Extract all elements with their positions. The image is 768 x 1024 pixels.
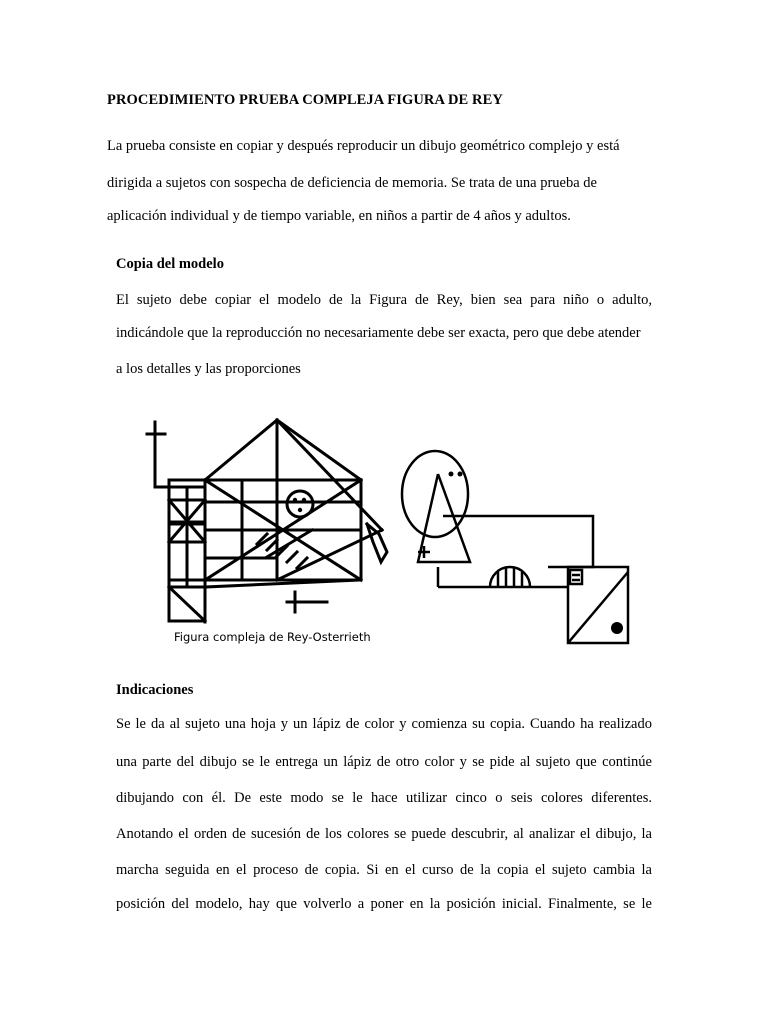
rey-figure-drawing [127,412,399,648]
indicaciones-line-3: dibujando con él. De este modo se le hace utilizar cinco o seis colores diferentes. [116,790,652,806]
section-heading-indicaciones: Indicaciones [116,682,194,698]
indicaciones-line-5: marcha seguida en el proceso de copia. Si en el curso de la copia el sujeto cambia la [116,862,652,878]
document-title: PROCEDIMIENTO PRUEBA COMPLEJA FIGURA DE REY [107,92,503,108]
intro-line-1: La prueba consiste en copiar y después reproducir un dibujo geométrico complejo y está [107,138,620,154]
copy-sketch-image [398,412,638,648]
intro-line-2: dirigida a sujetos con sospecha de deficiencia de memoria. Se trata de una prueba de [107,175,597,191]
indicaciones-line-1: Se le da al sujeto una hoja y un lápiz de color y comienza su copia. Cuando ha realizado [116,716,652,732]
indicaciones-line-4: Anotando el orden de sucesión de los colores se puede descubrir, al analizar el dibujo, la [116,826,652,842]
rey-figure-image [127,412,399,648]
figure-caption: Figura compleja de Rey-Osterrieth [174,630,371,644]
indicaciones-line-6: posición del modelo, hay que volverlo a poner en la posición inicial. Finalmente, se le [116,896,652,912]
copia-line-3: a los detalles y las proporciones [116,361,301,377]
section-heading-copia: Copia del modelo [116,256,224,272]
indicaciones-line-2: una parte del dibujo se le entrega un lápiz de otro color y se pide al sujeto que continúe [116,754,652,770]
copia-line-2: indicándole que la reproducción no necesariamente debe ser exacta, pero que debe atender [116,325,641,341]
intro-line-3: aplicación individual y de tiempo variable, en niños a partir de 4 años y adultos. [107,208,571,224]
copia-line-1: El sujeto debe copiar el modelo de la Figura de Rey, bien sea para niño o adulto, [116,292,652,308]
copy-sketch-drawing [398,412,638,648]
